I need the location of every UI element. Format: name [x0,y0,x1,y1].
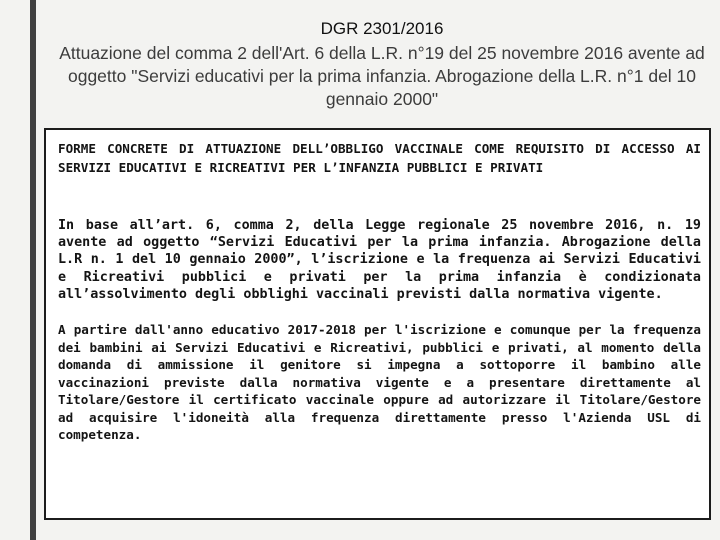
document-heading: FORME CONCRETE DI ATTUAZIONE DELL’OBBLIGO VACCINALE COME REQUISITO DI ACCESSO AI SERVIZI EDUCATIVI E RICREATIVI PER L’INFANZIA PUBBLICI E PRIVATI [58,141,701,175]
document-excerpt [44,128,711,520]
title-subtitle: Attuazione del comma 2 dell'Art. 6 della L.R. n°19 del 25 novembre 2016 avente ad oggetto "Servizi educativi per la prima infanzia. Abrogazione della L.R. n°1 del 10 gennaio 2000" [59,43,705,109]
document-paragraph-1: In base all’art. 6, comma 2, della Legge regionale 25 novembre 2016, n. 19 avente ad oggetto “Servizi Educativi per la prima infanzia. Abrogazione della L.R n. 1 del 10 gennaio 2000”, l’iscrizione e la frequenza ai Servizi Educativi e Ricreativi pubblici e privati per la prima infanzia è condizionata all’assolvimento degli obblighi vaccinali previsti dalla normativa vigente. [58,218,701,302]
title-decree-number: DGR 2301/2016 [320,19,444,38]
document-paragraph-2: A partire dall'anno educativo 2017-2018 per l'iscrizione e comunque per la frequenza dei bambini ai Servizi Educativi e Ricreativi, pubblici e privati, al momento della domanda di ammissione il genitore si impegna a sottoporre il bambino alle vaccinazioni previste dalla normativa vigente e a presentare direttamente al Titolare/Gestore il certificato vaccinale oppure ad autorizzare il Titolare/Gestore ad acquisire l'idoneità alla frequenza direttamente presso l'Azienda USL di competenza. [58,322,701,443]
slide-title [50,18,714,111]
accent-bar [30,0,36,540]
